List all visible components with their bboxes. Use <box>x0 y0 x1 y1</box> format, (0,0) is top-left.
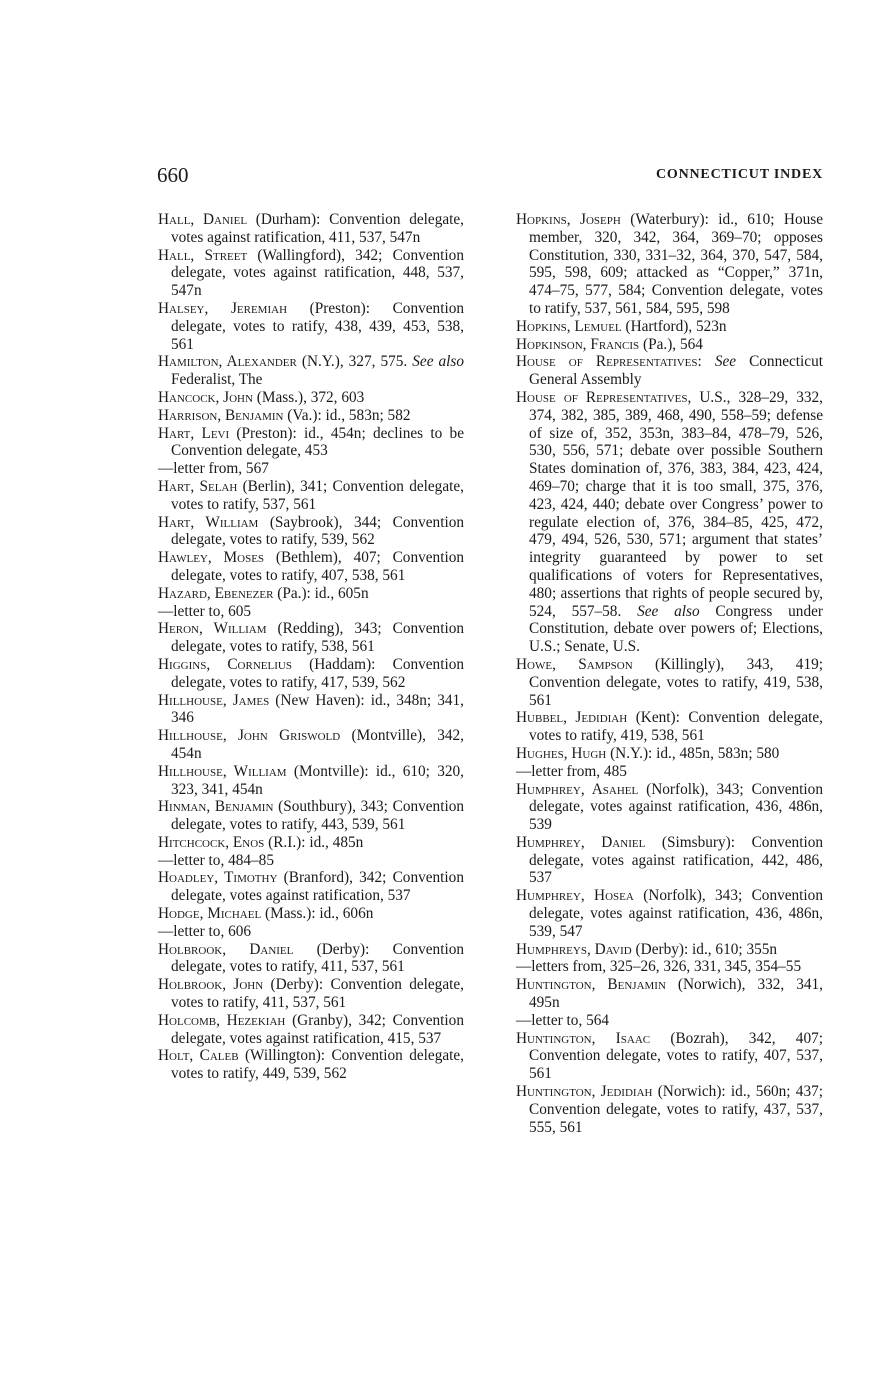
index-entry <box>516 709 823 745</box>
entry-text: (Montville): id., 610; 320, 323, 341, 454n <box>171 762 464 798</box>
entry-text: (Redding), 343; Convention delegate, votes to ratify, 538, 561 <box>171 620 464 656</box>
index-entry <box>158 656 464 692</box>
entry-headword: Huntington, Jedidiah <box>516 1083 653 1101</box>
index-column-right <box>516 211 823 1136</box>
entry-text: (Derby): Convention delegate, votes to ratify, 411, 537, 561 <box>171 976 464 1012</box>
entry-headword: Halsey, Jeremiah <box>158 299 288 317</box>
page-header <box>157 163 823 193</box>
index-entry <box>516 976 823 1012</box>
entry-headword: Hancock, John <box>158 388 253 406</box>
entry-text: (Pa.), 564 <box>639 335 703 353</box>
entry-headword: Humphrey, Hosea <box>516 887 634 905</box>
running-head: CONNECTICUT INDEX <box>656 167 823 182</box>
entry-text: Federalist, The <box>171 371 263 389</box>
entry-headword: Hoadley, Timothy <box>158 869 278 887</box>
index-entry <box>158 425 464 461</box>
entry-text: (Pa.): id., 605n <box>273 584 369 602</box>
index-subentry: —letter to, 605 <box>158 602 252 620</box>
entry-text: , 328–29, 332, 374, 382, 385, 389, 468, 490, 558–59; defense of size of, 352, 353n, 383–84, 478–79, 526, 530, 556, 571; debate over possible Southern States domination of, 376, 383, 384, 423, 424, 469–70; charge that it is too small, 375, 376, 423, 424, 440; debate over Congress’ power to regulate election of, 376, 384–85, 425, 472, 479, 494, 526, 530, 571; argument that states’ integrity guaranteed by power to set qualifications of voters for Representatives, 480; assertions that rights of people secured by, 524, 557–58. <box>529 388 823 620</box>
index-subentry: —letters from, 325–26, 326, 331, 345, 354–55 <box>516 958 802 976</box>
entry-headword: Hart, Selah <box>158 477 238 495</box>
page-number: 660 <box>157 163 189 187</box>
see-also-text: See <box>714 353 737 371</box>
index-entry <box>516 887 823 940</box>
entry-headword: Hawley, Moses <box>158 549 265 567</box>
entry-text: (Berlin), 341; Convention delegate, votes to ratify, 537, 561 <box>171 477 464 513</box>
index-subentry: —letter from, 567 <box>158 460 269 478</box>
entry-headword: Humphrey, Daniel <box>516 833 646 851</box>
entry-text <box>702 353 715 370</box>
index-entry <box>158 549 464 585</box>
entry-text: (Va.): id., 583n; 582 <box>283 406 411 424</box>
index-entry <box>516 834 823 887</box>
entry-headword: Hillhouse, William <box>158 762 287 780</box>
entry-text: (Durham): Convention delegate, votes against ratification, 411, 537, 547n <box>171 211 464 246</box>
entry-text: (Saybrook), 344; Convention delegate, votes to ratify, 539, 562 <box>171 513 464 549</box>
see-also-text: See also <box>412 353 464 371</box>
entry-headword: Heron, William <box>158 620 267 638</box>
entry-text: (Branford), 342; Convention delegate, votes against ratification, 537 <box>171 869 464 905</box>
entry-headword: Hinman, Benjamin <box>158 798 274 816</box>
entry-text: (Norfolk), 343; Convention delegate, votes against ratification, 436, 486n, 539, 547 <box>529 887 823 940</box>
entry-headword: Higgins, Cornelius <box>158 655 292 673</box>
index-entry <box>516 389 823 656</box>
entry-headword: Hillhouse, John Griswold <box>158 727 341 745</box>
index-entry <box>516 336 823 354</box>
entry-text: (Simsbury): Convention delegate, votes against ratification, 442, 486, 537 <box>529 833 823 887</box>
index-entry <box>158 620 464 656</box>
entry-text: (New Haven): id., 348n; 341, 346 <box>171 691 464 727</box>
entry-headword: Harrison, Benjamin <box>158 406 284 424</box>
entry-headword: Huntington, Benjamin <box>516 976 666 994</box>
entry-text: (Derby): Convention delegate, votes to ratify, 411, 537, 561 <box>171 940 464 976</box>
entry-headword: Hazard, Ebenezer <box>158 584 274 602</box>
entry-headword: Humphreys, David <box>516 940 632 958</box>
entry-text: (Waterbury): id., 610; House member, 320, 342, 364, 369–70; opposes Constitution, 330, 331–32, 364, 370, 547, 584, 595, 598, 609; attacked as “Copper,” 371n, 474–75, 577, 584; Convention delegate, votes to ratify, 537, 561, 584, 595, 598 <box>529 211 823 317</box>
entry-text: (Norwich): id., 560n; 437; Convention delegate, votes to ratify, 437, 537, 555, 561 <box>529 1083 823 1136</box>
entry-headword: Hart, Levi <box>158 424 230 442</box>
index-entry <box>158 798 464 834</box>
index-entry <box>516 211 823 318</box>
index-entry <box>158 211 464 247</box>
index-entry <box>158 1012 464 1048</box>
entry-headword: Hall, Street <box>158 246 248 264</box>
entry-text: Congress under Constitution, debate over powers of; Elections, U.S.; Senate, U.S. <box>529 602 823 656</box>
index-entry <box>158 1047 464 1083</box>
entry-text: (Bethlem), 407; Convention delegate, votes to ratify, 407, 538, 561 <box>171 549 464 584</box>
entry-text: Connecticut General Assembly <box>529 353 823 389</box>
entry-text: (Willington): Convention delegate, votes to ratify, 449, 539, 562 <box>171 1047 464 1083</box>
entry-headword: Hall, Daniel <box>158 211 248 228</box>
entry-text: (Preston): Convention delegate, votes to ratify, 438, 439, 453, 538, 561 <box>171 299 464 353</box>
index-entry <box>158 976 464 1012</box>
entry-headword: Hillhouse, James <box>158 691 270 709</box>
entry-text: (Granby), 342; Convention delegate, votes against ratification, 415, 537 <box>171 1011 464 1047</box>
entry-text: (Haddam): Convention delegate, votes to ratify, 417, 539, 562 <box>171 655 465 691</box>
index-subentry: —letter to, 564 <box>516 1011 610 1029</box>
entry-headword: Humphrey, Asahel <box>516 780 639 798</box>
entry-text: (Norfolk), 343; Convention delegate, votes against ratification, 436, 486n, 539 <box>529 780 823 834</box>
entry-text: (Derby): id., 610; 355n <box>631 940 778 958</box>
entry-headword: Hart, William <box>158 513 259 531</box>
index-entry <box>158 478 464 514</box>
index-entry <box>516 1030 823 1083</box>
entry-headword: Hopkins, Lemuel <box>516 317 622 335</box>
index-entry <box>158 834 464 852</box>
index-entry <box>158 407 464 425</box>
entry-text: (Kent): Convention delegate, votes to ratify, 419, 538, 561 <box>529 709 824 745</box>
index-column-left <box>158 211 464 1083</box>
index-entry <box>158 869 464 905</box>
index-entry <box>158 763 464 799</box>
entry-text: (Bozrah), 342, 407; Convention delegate, votes to ratify, 407, 537, 561 <box>529 1029 824 1083</box>
entry-headword: Holbrook, John <box>158 976 264 994</box>
entry-text: (Montville), 342, 454n <box>171 727 464 762</box>
index-entry <box>516 745 823 763</box>
index-entry <box>158 941 464 977</box>
index-entry <box>516 318 823 336</box>
index-entry <box>158 300 464 353</box>
index-entry <box>516 353 823 389</box>
entry-headword: Howe, Sampson <box>516 655 633 673</box>
entry-headword: Hubbel, Jedidiah <box>516 709 628 727</box>
index-entry <box>158 389 464 407</box>
entry-headword: Holcomb, Hezekiah <box>158 1011 286 1029</box>
entry-text: (R.I.): id., 485n <box>264 833 364 851</box>
index-entry <box>158 353 464 389</box>
index-entry <box>516 1083 823 1136</box>
entry-headword: Huntington, Isaac <box>516 1029 651 1047</box>
entry-text: (Norwich), 332, 341, 495n <box>529 976 823 1012</box>
entry-text: (Mass.), 372, 603 <box>252 388 365 406</box>
index-entry <box>158 905 464 923</box>
entry-headword: Hopkins, Joseph <box>516 211 621 228</box>
entry-text: (Preston): id., 454n; declines to be Convention delegate, 453 <box>171 424 464 460</box>
entry-text: (Southbury), 343; Convention delegate, votes to ratify, 443, 539, 561 <box>171 798 464 834</box>
see-also-text: See also <box>637 602 700 620</box>
index-entry <box>158 247 464 300</box>
entry-headword: Hamilton, Alexander <box>158 353 297 371</box>
entry-headword: House of Representatives, U.S. <box>516 388 727 406</box>
index-entry <box>158 727 464 763</box>
entry-text: (N.Y.), 327, 575. <box>296 353 413 371</box>
index-subentry: —letter to, 484–85 <box>158 851 274 869</box>
entry-text: (Hartford), 523n <box>621 317 727 335</box>
index-subentry: —letter to, 606 <box>158 922 252 940</box>
index-entry <box>158 692 464 728</box>
entry-text: (Killingly), 343, 419; Convention delegate, votes to ratify, 419, 538, 561 <box>529 655 823 709</box>
index-entry <box>516 781 823 834</box>
index-entry <box>158 585 464 603</box>
entry-headword: Hughes, Hugh <box>516 744 607 762</box>
entry-text: (Mass.): id., 606n <box>261 905 374 923</box>
index-entry <box>516 941 823 959</box>
entry-headword: Hodge, Michael <box>158 905 262 923</box>
entry-headword: Holbrook, Daniel <box>158 940 294 958</box>
index-entry <box>158 514 464 550</box>
entry-text: (Wallingford), 342; Convention delegate, votes against ratification, 448, 537, 547n <box>171 246 464 300</box>
entry-headword: Hopkinson, Francis <box>516 335 640 353</box>
entry-headword: House of Representatives: <box>516 353 702 371</box>
entry-headword: Holt, Caleb <box>158 1047 239 1065</box>
index-entry <box>516 656 823 709</box>
entry-text: (N.Y.): id., 485n, 583n; 580 <box>606 744 780 762</box>
entry-headword: Hitchcock, Enos <box>158 833 265 851</box>
index-subentry: —letter from, 485 <box>516 762 627 780</box>
